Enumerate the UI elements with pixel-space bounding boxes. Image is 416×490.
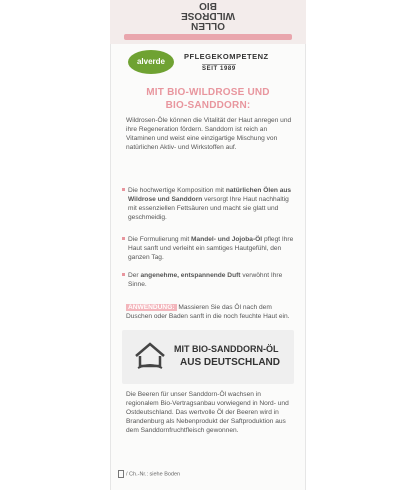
- bullet-item: Die hochwertige Komposition mit natürlichen Ölen aus Wildrose und Sanddorn versorgt Ihre Haut nachhaltig mit essenziellen Fettsäuren und macht sie glatt und geschmeidig.: [122, 186, 298, 222]
- brand-tagline: PFLEGEKOMPETENZ: [184, 52, 269, 61]
- bullet-item: Die Formulierung mit Mandel- und Jojoba-Öl pflegt Ihre Haut sanft und verleiht ein samtiges Hautgefühl, den ganzen Tag.: [122, 235, 298, 262]
- headline-line-2: BIO-SANDDORN:: [165, 100, 251, 111]
- brand-since: SEIT 1989: [202, 66, 236, 72]
- pink-band: [124, 34, 292, 40]
- usage-label: ANWENDUNG:: [128, 304, 175, 311]
- bullet-marker-icon: [122, 273, 125, 276]
- usage-text: [126, 303, 292, 321]
- mirrored-line-3: BIO: [199, 0, 217, 11]
- origin-line-2: AUS DEUTSCHLAND: [180, 357, 280, 368]
- top-flap: [110, 0, 306, 44]
- mirrored-line-2: WILDROSE: [181, 10, 235, 21]
- bottle-icon: [118, 470, 124, 478]
- mirrored-line-1: OLLEN: [191, 20, 225, 31]
- headline: [130, 86, 286, 112]
- house-hand-icon: [132, 338, 168, 374]
- brand-row: [110, 44, 306, 80]
- bullet-marker-icon: [122, 188, 125, 191]
- origin-line-1: MIT BIO-SANDDORN-ÖL: [174, 344, 279, 354]
- headline-line-1: MIT BIO-WILDROSE UND: [146, 87, 270, 98]
- mirrored-text: [110, 0, 306, 34]
- bullet-marker-icon: [122, 237, 125, 240]
- usage-body: Massieren Sie das Öl nach dem Duschen oder Baden sanft in die noch feuchte Haut ein.: [126, 304, 290, 320]
- product-box: [110, 0, 306, 490]
- alverde-logo: alverde: [128, 50, 174, 74]
- bullet-item: Der angenehme, entspannende Duft verwöhnt Ihre Sinne.: [122, 271, 298, 289]
- lot-note: / Ch.-Nr.: siehe Boden: [118, 470, 180, 478]
- origin-text: Die Beeren für unser Sanddorn-Öl wachsen in regionalem Bio-Vertragsanbau vorwiegend in Nord- und Ostdeutschland. Das wertvolle Öl der Beeren wird in Brandenburg als Nebenprodukt der Saftproduktion aus dem Sanddornfruchtfleisch gewonnen.: [126, 391, 289, 434]
- intro-text: Wildrosen-Öle können die Vitalität der Haut anregen und ihre Regeneration fördern. Sanddorn ist reich an Vitaminen und weist eine einzigartige Mischung von natürlichen Aktiv- und Wirkstoffen auf.: [126, 117, 292, 151]
- origin-badge: [122, 330, 294, 384]
